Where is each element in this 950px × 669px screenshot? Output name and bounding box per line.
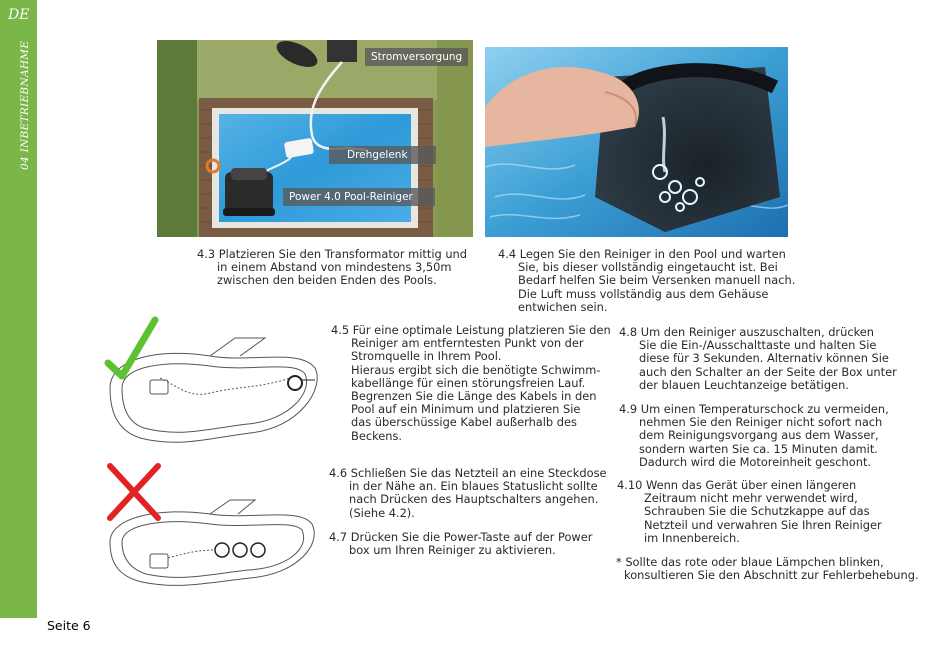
step-line: 4.3 Platzieren Sie den Transformator mittig und bbox=[197, 247, 468, 261]
step-line: 4.6 Schließen Sie das Netzteil an eine Steckdose bbox=[329, 466, 607, 480]
step-4-9 bbox=[619, 403, 889, 469]
language-tag: DE bbox=[8, 7, 30, 23]
step-line: Sie die Ein-/Ausschalttaste und halten Sie bbox=[639, 338, 877, 353]
label-power-supply: Stromversorgung bbox=[365, 48, 468, 66]
step-line: in der Nähe an. Ein blaues Statuslicht sollte bbox=[349, 479, 598, 494]
step-line: Netzteil und verwahren Sie Ihren Reiniger bbox=[644, 517, 882, 532]
step-4-3 bbox=[197, 248, 467, 288]
wrong-placement-diagram bbox=[100, 462, 325, 590]
step-line: auch den Schalter an der Seite der Box unter bbox=[639, 364, 897, 379]
step-line: 4.5 Für eine optimale Leistung platzieren Sie den bbox=[331, 323, 611, 337]
section-title: 04 INBETRIEBNAHME bbox=[19, 40, 31, 170]
step-line: 4.7 Drücken Sie die Power-Taste auf der Power bbox=[329, 530, 593, 544]
step-4-5 bbox=[331, 324, 611, 443]
submerge-cleaner-photo bbox=[485, 47, 788, 237]
step-line: 4.10 Wenn das Gerät über einen längeren bbox=[617, 478, 857, 492]
step-line: Pool auf ein Minimum und platzieren Sie bbox=[351, 402, 581, 417]
step-line: Bedarf helfen Sie beim Versenken manuell nach. bbox=[518, 273, 796, 288]
label-swivel: Drehgelenk bbox=[329, 146, 436, 164]
step-4-7 bbox=[329, 531, 592, 557]
step-line: 4.9 Um einen Temperaturschock zu vermeiden, bbox=[619, 402, 889, 416]
troubleshooting-note bbox=[616, 556, 919, 582]
aerial-pool-photo bbox=[157, 40, 473, 237]
step-4-6 bbox=[329, 467, 607, 520]
step-line: 4.8 Um den Reiniger auszuschalten, drücken bbox=[619, 325, 875, 339]
step-line: Dadurch wird die Motoreinheit geschont. bbox=[639, 454, 872, 469]
step-line: zwischen den beiden Enden des Pools. bbox=[217, 273, 437, 288]
page-number: Seite 6 bbox=[47, 618, 91, 633]
step-line: Schrauben Sie die Schutzkappe auf das bbox=[644, 504, 870, 519]
step-line: der blauen Leuchtanzeige betätigen. bbox=[639, 377, 849, 392]
label-cleaner: Power 4.0 Pool-Reiniger bbox=[283, 188, 435, 206]
step-line: entwichen sein. bbox=[518, 299, 608, 314]
step-4-8 bbox=[619, 326, 897, 392]
step-line: diese für 3 Sekunden. Alternativ können Sie bbox=[639, 351, 889, 366]
step-line: kabellänge für einen störungsfreien Lauf. bbox=[351, 375, 586, 390]
step-4-4 bbox=[498, 248, 795, 314]
step-line: 4.4 Legen Sie den Reiniger in den Pool und warten bbox=[498, 247, 786, 261]
step-line: Reiniger am entferntesten Punkt von der bbox=[351, 336, 584, 351]
note-line: * Sollte das rote oder blaue Lämpchen blinken, bbox=[616, 555, 884, 569]
step-4-10 bbox=[617, 479, 882, 545]
step-line: Beckens. bbox=[351, 428, 403, 443]
correct-placement-diagram bbox=[100, 308, 325, 453]
step-line: sondern warten Sie ca. 15 Minuten damit. bbox=[639, 441, 878, 456]
step-line: dem Reinigungsvorgang aus dem Wasser, bbox=[639, 428, 879, 443]
step-line: Stromquelle in Ihrem Pool. bbox=[351, 349, 502, 364]
sidebar bbox=[0, 0, 37, 618]
step-line: nehmen Sie den Reiniger nicht sofort nach bbox=[639, 415, 883, 430]
note-line: konsultieren Sie den Abschnitt zur Fehlerbehebung. bbox=[624, 568, 919, 583]
step-line: Hieraus ergibt sich die benötigte Schwimm- bbox=[351, 362, 601, 377]
step-line: Sie, bis dieser vollständig eingetaucht ist. Bei bbox=[518, 260, 778, 275]
step-line: (Siehe 4.2). bbox=[349, 505, 415, 520]
step-line: Die Luft muss vollständig aus dem Gehäuse bbox=[518, 286, 769, 301]
step-line: das überschüssige Kabel außerhalb des bbox=[351, 415, 577, 430]
step-line: in einem Abstand von mindestens 3,50m bbox=[217, 260, 452, 275]
step-line: box um Ihren Reiniger zu aktivieren. bbox=[349, 543, 556, 558]
step-line: Zeitraum nicht mehr verwendet wird, bbox=[644, 491, 858, 506]
step-line: im Innenbereich. bbox=[644, 530, 740, 545]
step-line: Begrenzen Sie die Länge des Kabels in den bbox=[351, 389, 597, 404]
step-line: nach Drücken des Hauptschalters angehen. bbox=[349, 492, 599, 507]
